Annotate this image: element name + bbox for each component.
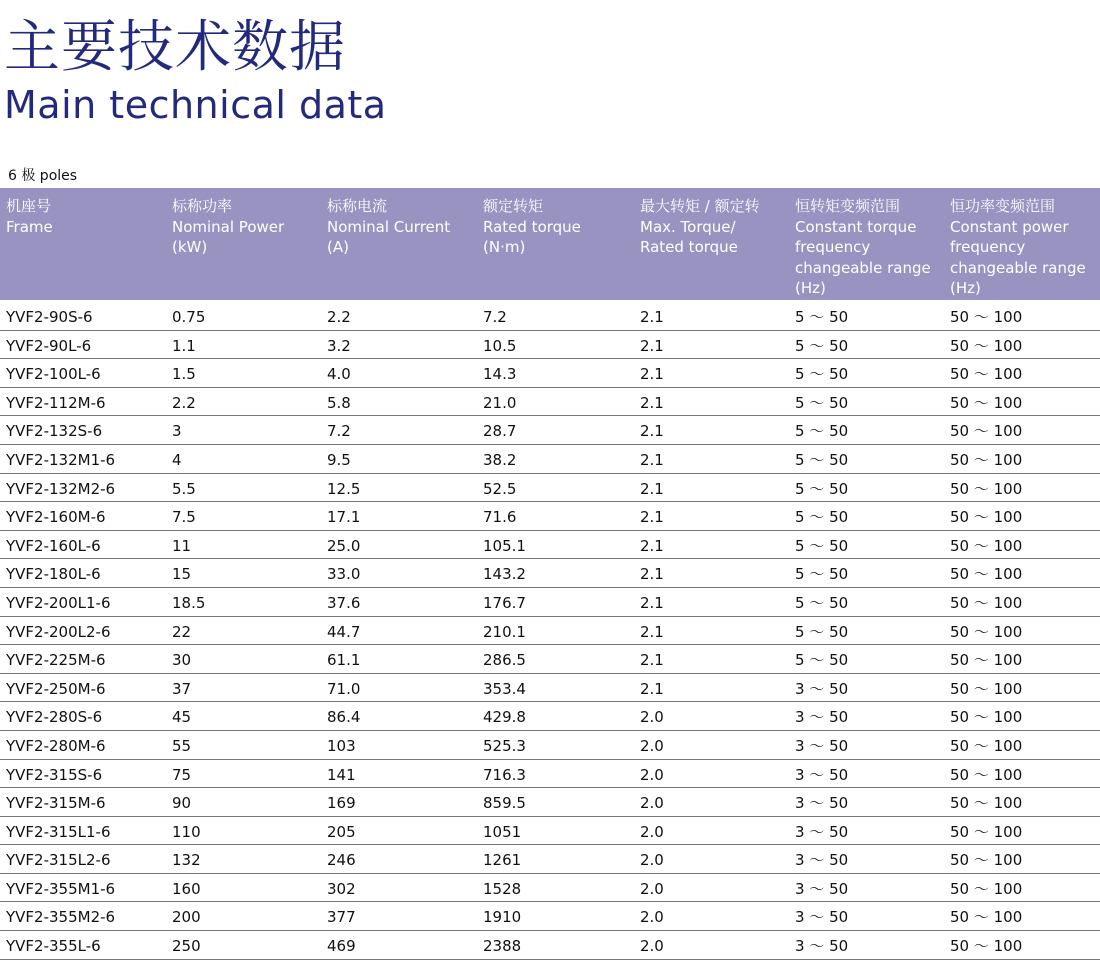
cell-current: 5.8 (327, 393, 351, 412)
cell-current: 44.7 (327, 622, 361, 641)
cell-torque: 71.6 (483, 508, 517, 527)
cell-power: 5.5 (172, 479, 196, 498)
table-row (0, 359, 1100, 388)
cell-torque: 38.2 (483, 450, 517, 469)
cell-power: 250 (172, 937, 201, 956)
table-row (0, 731, 1100, 760)
cell-power-range: 50 ～ 100 (950, 536, 1023, 555)
cell-ratio: 2.0 (640, 851, 664, 870)
table-row (0, 702, 1100, 731)
table-row (0, 902, 1100, 931)
cell-ratio: 2.0 (640, 708, 664, 727)
cell-power-range: 50 ～ 100 (950, 365, 1023, 384)
cell-current: 103 (327, 736, 356, 755)
cell-torque: 525.3 (483, 736, 526, 755)
header-line: Frame (6, 217, 53, 236)
cell-torque: 1528 (483, 879, 522, 898)
cell-ratio: 2.1 (640, 622, 664, 641)
cell-power: 4 (172, 450, 182, 469)
table-row (0, 302, 1100, 331)
cell-current: 25.0 (327, 536, 361, 555)
cell-power-range: 50 ～ 100 (950, 736, 1023, 755)
cell-frame: YVF2-200L2-6 (6, 622, 111, 641)
header-line: frequency (950, 238, 1026, 256)
table-row (0, 559, 1100, 588)
cell-power-range: 50 ～ 100 (950, 508, 1023, 527)
cell-torque-range: 5 ～ 50 (795, 479, 849, 498)
cell-power-range: 50 ～ 100 (950, 622, 1023, 641)
cell-ratio: 2.0 (640, 765, 664, 784)
header-line: 标称功率 (172, 197, 233, 215)
cell-torque-range: 5 ～ 50 (795, 336, 849, 355)
cell-frame: YVF2-100L-6 (6, 365, 101, 384)
cell-torque-range: 5 ～ 50 (795, 622, 849, 641)
table-row (0, 674, 1100, 703)
table-row (0, 502, 1100, 531)
cell-power: 18.5 (172, 593, 206, 612)
cell-power-range: 50 ～ 100 (950, 422, 1023, 441)
cell-frame: YVF2-355L-6 (6, 937, 101, 956)
table-header (0, 188, 1100, 300)
cell-ratio: 2.1 (640, 422, 664, 441)
cell-torque: 52.5 (483, 479, 517, 498)
cell-frame: YVF2-250M-6 (6, 679, 106, 698)
header-line: frequency (795, 238, 871, 256)
cell-ratio: 2.1 (640, 651, 664, 670)
cell-current: 469 (327, 937, 356, 956)
cell-power: 2.2 (172, 393, 196, 412)
cell-frame: YVF2-132M2-6 (6, 479, 116, 498)
header-line: 最大转矩 / 额定转 (640, 197, 760, 215)
cell-power: 45 (172, 708, 192, 727)
cell-power-range: 50 ～ 100 (950, 822, 1023, 841)
cell-torque-range: 3 ～ 50 (795, 908, 849, 927)
cell-ratio: 2.0 (640, 937, 664, 956)
cell-ratio: 2.1 (640, 479, 664, 498)
cell-ratio: 2.0 (640, 822, 664, 841)
table-body (0, 302, 1100, 960)
header-nominal-current (327, 196, 450, 258)
cell-frame: YVF2-355M2-6 (6, 908, 116, 927)
cell-torque: 353.4 (483, 679, 526, 698)
cell-current: 12.5 (327, 479, 361, 498)
page-title-zh: 主要技术数据 (4, 15, 346, 80)
cell-torque: 14.3 (483, 365, 517, 384)
header-line: Rated torque (640, 238, 738, 256)
header-line: changeable range (795, 258, 931, 277)
cell-ratio: 2.1 (640, 393, 664, 412)
header-line: (N·m) (483, 238, 526, 256)
cell-ratio: 2.1 (640, 308, 664, 326)
cell-torque-range: 5 ～ 50 (795, 651, 849, 670)
cell-torque: 716.3 (483, 765, 526, 784)
cell-current: 4.0 (327, 365, 351, 384)
table-row (0, 874, 1100, 903)
cell-torque-range: 5 ～ 50 (795, 308, 849, 326)
header-constant-torque-range (795, 196, 931, 299)
cell-frame: YVF2-112M-6 (6, 393, 106, 412)
table-row (0, 845, 1100, 874)
cell-ratio: 2.0 (640, 736, 664, 755)
cell-frame: YVF2-160L-6 (6, 536, 101, 555)
cell-torque-range: 5 ～ 50 (795, 536, 849, 555)
cell-torque: 21.0 (483, 393, 517, 412)
header-line: Max. Torque/ (640, 217, 736, 236)
cell-torque-range: 5 ～ 50 (795, 508, 849, 527)
table-row (0, 931, 1100, 960)
cell-power-range: 50 ～ 100 (950, 851, 1023, 870)
cell-power: 30 (172, 651, 192, 670)
cell-torque: 7.2 (483, 308, 507, 326)
table-row (0, 817, 1100, 846)
cell-torque: 28.7 (483, 422, 517, 441)
cell-ratio: 2.1 (640, 565, 664, 584)
cell-torque-range: 5 ～ 50 (795, 565, 849, 584)
cell-frame: YVF2-90S-6 (6, 308, 93, 326)
cell-power: 15 (172, 565, 192, 584)
header-rated-torque (483, 196, 581, 258)
header-line: 恒转矩变频范围 (795, 197, 901, 215)
cell-torque: 429.8 (483, 708, 526, 727)
table-row (0, 474, 1100, 503)
cell-torque-range: 3 ～ 50 (795, 879, 849, 898)
cell-power-range: 50 ～ 100 (950, 708, 1023, 727)
cell-torque-range: 3 ～ 50 (795, 851, 849, 870)
header-line: (A) (327, 238, 349, 256)
header-line: Constant power (950, 217, 1069, 236)
cell-power: 37 (172, 679, 192, 698)
cell-power: 22 (172, 622, 192, 641)
cell-current: 246 (327, 851, 356, 870)
cell-power-range: 50 ～ 100 (950, 679, 1023, 698)
header-line: 标称电流 (327, 197, 388, 215)
cell-torque-range: 3 ～ 50 (795, 937, 849, 956)
cell-current: 377 (327, 908, 356, 927)
cell-power-range: 50 ～ 100 (950, 308, 1023, 326)
header-line: changeable range (950, 258, 1086, 277)
cell-power: 200 (172, 908, 201, 927)
cell-frame: YVF2-315M-6 (6, 794, 106, 813)
cell-power-range: 50 ～ 100 (950, 479, 1023, 498)
cell-torque-range: 3 ～ 50 (795, 679, 849, 698)
cell-power: 55 (172, 736, 192, 755)
cell-torque-range: 3 ～ 50 (795, 708, 849, 727)
cell-current: 17.1 (327, 508, 361, 527)
header-line: (kW) (172, 238, 208, 256)
cell-power-range: 50 ～ 100 (950, 937, 1023, 956)
header-line: (Hz) (795, 279, 826, 297)
cell-frame: YVF2-132M1-6 (6, 450, 116, 469)
header-line: 额定转矩 (483, 197, 544, 215)
cell-frame: YVF2-225M-6 (6, 651, 106, 670)
cell-current: 141 (327, 765, 356, 784)
cell-ratio: 2.0 (640, 908, 664, 927)
cell-current: 33.0 (327, 565, 361, 584)
cell-torque-range: 3 ～ 50 (795, 794, 849, 813)
poles-label: 6 极 poles (8, 168, 78, 184)
table-row (0, 445, 1100, 474)
cell-ratio: 2.1 (640, 336, 664, 355)
cell-current: 86.4 (327, 708, 361, 727)
cell-power: 90 (172, 794, 192, 813)
cell-power: 0.75 (172, 308, 206, 326)
cell-power-range: 50 ～ 100 (950, 765, 1023, 784)
cell-frame: YVF2-315L2-6 (6, 851, 111, 870)
cell-ratio: 2.1 (640, 536, 664, 555)
cell-frame: YVF2-90L-6 (6, 336, 92, 355)
cell-torque-range: 3 ～ 50 (795, 822, 849, 841)
header-line: 恒功率变频范围 (950, 197, 1056, 215)
header-frame (6, 196, 53, 237)
cell-current: 9.5 (327, 450, 351, 469)
cell-ratio: 2.1 (640, 679, 664, 698)
cell-torque: 859.5 (483, 794, 526, 813)
cell-frame: YVF2-132S-6 (6, 422, 103, 441)
header-line: Rated torque (483, 217, 581, 236)
cell-power: 1.5 (172, 365, 196, 384)
cell-power: 1.1 (172, 336, 196, 355)
cell-torque: 105.1 (483, 536, 526, 555)
header-line: Nominal Current (327, 217, 451, 236)
cell-torque: 210.1 (483, 622, 526, 641)
table-row (0, 760, 1100, 789)
table-row (0, 788, 1100, 817)
cell-ratio: 2.1 (640, 508, 664, 527)
cell-frame: YVF2-280S-6 (6, 708, 103, 727)
cell-torque: 176.7 (483, 593, 526, 612)
header-line: (Hz) (950, 279, 981, 297)
cell-ratio: 2.1 (640, 365, 664, 384)
cell-power-range: 50 ～ 100 (950, 794, 1023, 813)
cell-torque: 143.2 (483, 565, 526, 584)
cell-current: 169 (327, 794, 356, 813)
cell-power: 3 (172, 422, 182, 441)
cell-power-range: 50 ～ 100 (950, 908, 1023, 927)
cell-frame: YVF2-160M-6 (6, 508, 106, 527)
cell-torque: 2388 (483, 937, 522, 956)
cell-ratio: 2.1 (640, 450, 664, 469)
cell-power-range: 50 ～ 100 (950, 336, 1023, 355)
cell-power-range: 50 ～ 100 (950, 879, 1023, 898)
cell-power-range: 50 ～ 100 (950, 565, 1023, 584)
cell-torque-range: 5 ～ 50 (795, 422, 849, 441)
cell-current: 7.2 (327, 422, 351, 441)
cell-power: 110 (172, 822, 201, 841)
cell-power-range: 50 ～ 100 (950, 651, 1023, 670)
table-row (0, 588, 1100, 617)
cell-power-range: 50 ～ 100 (950, 393, 1023, 412)
cell-current: 61.1 (327, 651, 361, 670)
cell-power: 75 (172, 765, 192, 784)
table-row (0, 645, 1100, 674)
cell-torque-range: 5 ～ 50 (795, 593, 849, 612)
cell-frame: YVF2-355M1-6 (6, 879, 116, 898)
cell-frame: YVF2-280M-6 (6, 736, 106, 755)
cell-ratio: 2.0 (640, 879, 664, 898)
cell-torque-range: 3 ～ 50 (795, 736, 849, 755)
cell-torque: 1910 (483, 908, 522, 927)
cell-torque: 1261 (483, 851, 522, 870)
cell-ratio: 2.0 (640, 794, 664, 813)
header-nominal-power (172, 196, 284, 258)
cell-power: 7.5 (172, 508, 196, 527)
cell-torque-range: 5 ～ 50 (795, 393, 849, 412)
cell-power: 160 (172, 879, 201, 898)
cell-torque-range: 5 ～ 50 (795, 450, 849, 469)
cell-current: 37.6 (327, 593, 361, 612)
header-constant-power-range (950, 196, 1086, 299)
cell-torque-range: 3 ～ 50 (795, 765, 849, 784)
page-title-en: Main technical data (4, 83, 387, 127)
cell-power-range: 50 ～ 100 (950, 593, 1023, 612)
table-row (0, 331, 1100, 360)
cell-frame: YVF2-200L1-6 (6, 593, 111, 612)
table-row (0, 416, 1100, 445)
header-line: Constant torque (795, 217, 917, 236)
cell-torque: 10.5 (483, 336, 517, 355)
cell-power: 132 (172, 851, 201, 870)
cell-power: 11 (172, 536, 192, 555)
cell-frame: YVF2-180L-6 (6, 565, 101, 584)
cell-torque-range: 5 ～ 50 (795, 365, 849, 384)
cell-frame: YVF2-315L1-6 (6, 822, 111, 841)
cell-ratio: 2.1 (640, 593, 664, 612)
table-row (0, 531, 1100, 560)
cell-torque: 1051 (483, 822, 522, 841)
cell-current: 71.0 (327, 679, 361, 698)
table-row (0, 388, 1100, 417)
cell-frame: YVF2-315S-6 (6, 765, 103, 784)
cell-current: 302 (327, 879, 356, 898)
cell-torque: 286.5 (483, 651, 526, 670)
header-line: Nominal Power (172, 217, 285, 236)
cell-current: 2.2 (327, 308, 351, 326)
cell-current: 205 (327, 822, 356, 841)
cell-power-range: 50 ～ 100 (950, 450, 1023, 469)
cell-current: 3.2 (327, 336, 351, 355)
header-line: 机座号 (6, 197, 52, 215)
table-row (0, 617, 1100, 646)
header-max-torque-ratio (640, 196, 760, 258)
